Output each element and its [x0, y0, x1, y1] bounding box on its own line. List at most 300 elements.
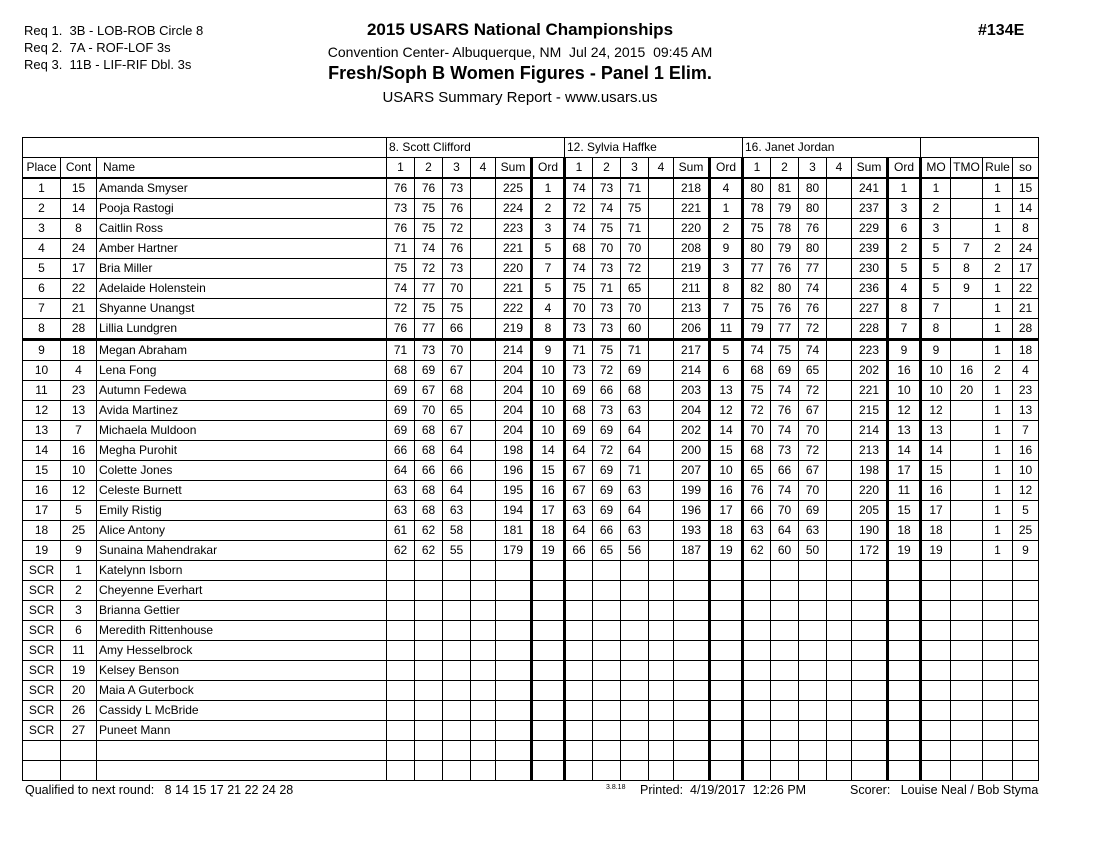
score-cell — [443, 641, 471, 661]
ord-cell: 14 — [888, 441, 921, 461]
score-cell — [593, 721, 621, 741]
score-cell — [674, 681, 710, 701]
score-cell — [387, 561, 415, 581]
score-cell: 73 — [443, 259, 471, 279]
cont-cell: 28 — [61, 319, 97, 340]
stat-cell: 7 — [1013, 421, 1039, 441]
score-cell: 77 — [743, 259, 771, 279]
score-cell: 214 — [852, 421, 888, 441]
score-cell: 220 — [674, 219, 710, 239]
score-cell — [593, 601, 621, 621]
score-cell — [565, 561, 593, 581]
score-cell — [827, 340, 852, 361]
name-cell: Katelynn Isborn — [97, 561, 387, 581]
ord-cell — [532, 741, 565, 761]
score-cell — [852, 601, 888, 621]
score-cell: 80 — [799, 199, 827, 219]
ord-cell — [532, 641, 565, 661]
name-cell: Sunaina Mahendrakar — [97, 541, 387, 561]
score-cell — [649, 621, 674, 641]
stat-cell: 1 — [983, 481, 1013, 501]
score-cell — [621, 561, 649, 581]
stat-cell: 1 — [983, 319, 1013, 340]
ord-cell — [710, 561, 743, 581]
result-row — [23, 381, 1039, 401]
score-cell: 71 — [621, 219, 649, 239]
score-cell — [649, 481, 674, 501]
result-row — [23, 199, 1039, 219]
stat-cell: 9 — [921, 340, 951, 361]
score-cell — [649, 661, 674, 681]
score-cell — [593, 641, 621, 661]
score-cell — [471, 199, 496, 219]
score-cell: 204 — [496, 361, 532, 381]
score-cell: 72 — [799, 319, 827, 340]
name-cell: Cassidy L McBride — [97, 701, 387, 721]
score-cell — [827, 259, 852, 279]
score-cell — [593, 621, 621, 641]
cont-cell: 19 — [61, 661, 97, 681]
score-cell: 70 — [771, 501, 799, 521]
score-cell — [827, 701, 852, 721]
score-cell: 75 — [565, 279, 593, 299]
score-cell: 72 — [565, 199, 593, 219]
score-cell: 55 — [443, 541, 471, 561]
ord-cell: 6 — [710, 361, 743, 381]
score-cell: 74 — [799, 279, 827, 299]
report-subtitle: USARS Summary Report - www.usars.us — [382, 89, 658, 106]
stat-cell: 1 — [983, 421, 1013, 441]
ord-cell: 10 — [532, 401, 565, 421]
cont-cell: 2 — [61, 581, 97, 601]
cont-cell: 26 — [61, 701, 97, 721]
score-cell: 66 — [565, 541, 593, 561]
ord-cell: 2 — [710, 219, 743, 239]
score-cell — [649, 219, 674, 239]
score-cell — [649, 601, 674, 621]
score-cell — [827, 581, 852, 601]
score-cell — [649, 239, 674, 259]
score-cell — [771, 661, 799, 681]
event-number: #134E — [978, 22, 1025, 39]
results-table-body — [23, 178, 1039, 781]
stat-cell — [951, 521, 983, 541]
score-cell — [593, 681, 621, 701]
stat-cell — [983, 761, 1013, 781]
score-cell — [471, 421, 496, 441]
ord-cell — [710, 661, 743, 681]
stat-cell — [951, 441, 983, 461]
stat-cell — [983, 561, 1013, 581]
stat-cell: 1 — [983, 199, 1013, 219]
score-cell — [471, 441, 496, 461]
ord-cell — [710, 641, 743, 661]
cont-cell: 16 — [61, 441, 97, 461]
place-cell: 13 — [23, 421, 61, 441]
cont-cell: 17 — [61, 259, 97, 279]
score-cell: 75 — [387, 259, 415, 279]
score-cell — [471, 641, 496, 661]
score-cell — [621, 741, 649, 761]
ord-cell — [532, 721, 565, 741]
stat-cell: 10 — [1013, 461, 1039, 481]
score-cell — [593, 701, 621, 721]
score-cell — [565, 641, 593, 661]
score-cell — [827, 299, 852, 319]
result-row — [23, 319, 1039, 340]
stat-cell: 8 — [1013, 219, 1039, 239]
score-cell: 63 — [565, 501, 593, 521]
score-cell: 74 — [387, 279, 415, 299]
score-cell: 241 — [852, 178, 888, 199]
score-cell: 71 — [387, 239, 415, 259]
ord-cell: 18 — [888, 521, 921, 541]
score-cell: 82 — [743, 279, 771, 299]
score-cell — [827, 521, 852, 541]
score-cell: 219 — [674, 259, 710, 279]
score-cell: 198 — [496, 441, 532, 461]
score-cell: 220 — [496, 259, 532, 279]
result-row — [23, 521, 1039, 541]
ord-cell — [710, 721, 743, 741]
cont-cell: 8 — [61, 219, 97, 239]
score-cell: 204 — [496, 401, 532, 421]
ord-cell — [710, 621, 743, 641]
ord-cell — [710, 601, 743, 621]
stat-cell: 25 — [1013, 521, 1039, 541]
score-cell — [496, 601, 532, 621]
stat-cell: 10 — [921, 381, 951, 401]
score-cell: 69 — [593, 501, 621, 521]
stat-cell — [1013, 561, 1039, 581]
stat-cell — [1013, 621, 1039, 641]
ord-cell — [888, 561, 921, 581]
score-cell: 79 — [743, 319, 771, 340]
score-cell — [471, 701, 496, 721]
score-cell: 64 — [621, 501, 649, 521]
stat-cell — [951, 681, 983, 701]
result-row — [23, 741, 1039, 761]
score-cell: 74 — [771, 381, 799, 401]
score-cell — [496, 741, 532, 761]
place-cell: 5 — [23, 259, 61, 279]
result-row — [23, 361, 1039, 381]
cont-cell — [61, 761, 97, 781]
score-cell: 71 — [387, 340, 415, 361]
ord-cell — [888, 681, 921, 701]
ord-cell: 4 — [710, 178, 743, 199]
score-cell — [827, 741, 852, 761]
score-cell — [649, 319, 674, 340]
score-cell: 63 — [621, 481, 649, 501]
place-cell: 4 — [23, 239, 61, 259]
score-cell: 196 — [496, 461, 532, 481]
score-cell: 80 — [799, 178, 827, 199]
cont-cell: 13 — [61, 401, 97, 421]
ord-cell — [710, 761, 743, 781]
ord-cell — [710, 741, 743, 761]
name-cell: Alice Antony — [97, 521, 387, 541]
score-cell: 64 — [565, 521, 593, 541]
stat-cell — [983, 641, 1013, 661]
score-cell: 221 — [852, 381, 888, 401]
ord-cell — [888, 641, 921, 661]
score-cell: 73 — [593, 178, 621, 199]
score-cell — [827, 219, 852, 239]
score-cell: 68 — [415, 481, 443, 501]
score-cell: 72 — [799, 381, 827, 401]
score-cell: 69 — [565, 381, 593, 401]
score-cell: 68 — [387, 361, 415, 381]
judge-name-1: 8. Scott Clifford — [387, 138, 565, 158]
judge-name-2: 12. Sylvia Haffke — [565, 138, 743, 158]
ord-cell — [888, 661, 921, 681]
score-cell — [827, 601, 852, 621]
score-cell: 73 — [593, 319, 621, 340]
score-cell — [827, 681, 852, 701]
stat-cell — [983, 581, 1013, 601]
stat-cell — [951, 421, 983, 441]
score-cell — [827, 199, 852, 219]
result-row — [23, 239, 1039, 259]
stat-cell — [951, 319, 983, 340]
ord-cell — [710, 681, 743, 701]
score-cell — [649, 541, 674, 561]
cont-cell: 12 — [61, 481, 97, 501]
place-cell: 15 — [23, 461, 61, 481]
place-cell: 17 — [23, 501, 61, 521]
score-cell — [649, 421, 674, 441]
ord-cell: 10 — [532, 361, 565, 381]
stat-cell — [1013, 761, 1039, 781]
score-cell: 64 — [443, 481, 471, 501]
score-cell — [471, 461, 496, 481]
score-cell: 227 — [852, 299, 888, 319]
score-cell: 50 — [799, 541, 827, 561]
score-cell: 73 — [565, 361, 593, 381]
score-cell — [827, 401, 852, 421]
score-cell — [771, 701, 799, 721]
ord-cell: 4 — [532, 299, 565, 319]
score-cell — [387, 581, 415, 601]
score-cell: 67 — [443, 421, 471, 441]
ord-cell — [888, 701, 921, 721]
score-cell: 76 — [415, 178, 443, 199]
score-cell: 56 — [621, 541, 649, 561]
score-cell — [496, 621, 532, 641]
stat-cell — [983, 721, 1013, 741]
score-cell: 64 — [443, 441, 471, 461]
score-cell — [496, 681, 532, 701]
score-cell — [593, 581, 621, 601]
ord-cell — [888, 721, 921, 741]
score-cell: 214 — [674, 361, 710, 381]
score-cell: 69 — [387, 401, 415, 421]
score-cell: 199 — [674, 481, 710, 501]
ord-cell: 10 — [710, 461, 743, 481]
name-cell: Autumn Fedewa — [97, 381, 387, 401]
venue-line: Convention Center- Albuquerque, NM Jul 24, 2015 09:45 AM — [327, 44, 713, 60]
score-cell: 75 — [593, 340, 621, 361]
cont-cell: 10 — [61, 461, 97, 481]
score-cell — [649, 441, 674, 461]
requirement-line-1: Req 1. 3B - LOB-ROB Circle 8 — [24, 23, 204, 38]
stat-cell: 2 — [983, 259, 1013, 279]
score-cell — [443, 681, 471, 701]
stat-cell: 8 — [951, 259, 983, 279]
stat-cell: 24 — [1013, 239, 1039, 259]
score-cell: 198 — [852, 461, 888, 481]
stat-cell: 9 — [951, 279, 983, 299]
score-cell: 70 — [443, 340, 471, 361]
stat-cell: 8 — [921, 319, 951, 340]
stat-cell — [921, 741, 951, 761]
ord-cell: 5 — [532, 279, 565, 299]
score-cell: 79 — [771, 239, 799, 259]
score-cell — [471, 361, 496, 381]
result-row — [23, 641, 1039, 661]
score-cell — [496, 581, 532, 601]
score-cell — [387, 761, 415, 781]
place-cell: 11 — [23, 381, 61, 401]
stat-cell — [921, 661, 951, 681]
score-cell — [443, 621, 471, 641]
score-cell — [743, 661, 771, 681]
score-cell: 64 — [565, 441, 593, 461]
ord-cell: 14 — [532, 441, 565, 461]
score-cell: 76 — [387, 219, 415, 239]
stat-cell — [951, 701, 983, 721]
score-cell: 76 — [771, 259, 799, 279]
place-cell: SCR — [23, 601, 61, 621]
stat-cell — [921, 701, 951, 721]
score-cell — [621, 701, 649, 721]
judge-name-3: 16. Janet Jordan — [743, 138, 921, 158]
stat-cell: 1 — [983, 441, 1013, 461]
score-cell: 215 — [852, 401, 888, 421]
score-cell: 217 — [674, 340, 710, 361]
score-cell: 72 — [415, 259, 443, 279]
ord-cell: 8 — [888, 299, 921, 319]
score-cell: 71 — [621, 461, 649, 481]
ord-cell — [888, 761, 921, 781]
score-cell: 65 — [621, 279, 649, 299]
ord-cell — [532, 581, 565, 601]
ord-cell: 1 — [888, 178, 921, 199]
score-cell: 73 — [593, 299, 621, 319]
score-cell — [649, 561, 674, 581]
score-cell — [827, 441, 852, 461]
score-cell — [443, 661, 471, 681]
score-cell: 202 — [674, 421, 710, 441]
score-cell — [471, 601, 496, 621]
stat-cell: 2 — [983, 239, 1013, 259]
score-cell: 58 — [443, 521, 471, 541]
score-cell: 70 — [799, 481, 827, 501]
score-cell: 66 — [387, 441, 415, 461]
score-cell: 218 — [674, 178, 710, 199]
stat-cell: 19 — [921, 541, 951, 561]
result-row — [23, 661, 1039, 681]
score-cell: 77 — [415, 319, 443, 340]
cont-cell: 1 — [61, 561, 97, 581]
score-cell — [743, 701, 771, 721]
ord-cell: 18 — [710, 521, 743, 541]
ord-cell: 9 — [710, 239, 743, 259]
score-cell — [799, 661, 827, 681]
score-cell — [827, 239, 852, 259]
score-cell: 68 — [565, 401, 593, 421]
score-cell: 66 — [593, 521, 621, 541]
stat-cell — [983, 681, 1013, 701]
name-cell: Bria Miller — [97, 259, 387, 279]
score-cell — [415, 621, 443, 641]
score-cell: 71 — [621, 178, 649, 199]
result-row — [23, 761, 1039, 781]
score-cell — [649, 721, 674, 741]
ord-cell: 7 — [888, 319, 921, 340]
score-cell — [415, 721, 443, 741]
score-cell: 69 — [593, 421, 621, 441]
stat-cell — [951, 641, 983, 661]
column-header-j1-1: 1 — [387, 158, 415, 179]
score-cell — [674, 601, 710, 621]
score-cell — [674, 741, 710, 761]
stat-cell — [951, 401, 983, 421]
score-cell: 69 — [621, 361, 649, 381]
ord-cell: 16 — [532, 481, 565, 501]
score-cell — [799, 641, 827, 661]
score-cell: 68 — [743, 441, 771, 461]
score-cell: 211 — [674, 279, 710, 299]
stat-cell: 7 — [951, 239, 983, 259]
score-cell — [387, 621, 415, 641]
column-header-j2-4: 4 — [649, 158, 674, 179]
judge-header-row — [23, 138, 1039, 158]
score-cell: 67 — [443, 361, 471, 381]
stat-cell — [951, 541, 983, 561]
score-cell — [852, 701, 888, 721]
score-cell — [743, 581, 771, 601]
score-cell — [771, 601, 799, 621]
score-cell: 69 — [799, 501, 827, 521]
score-cell: 65 — [443, 401, 471, 421]
score-cell: 73 — [415, 340, 443, 361]
stat-cell: 20 — [951, 381, 983, 401]
score-cell — [565, 621, 593, 641]
stat-cell: 22 — [1013, 279, 1039, 299]
score-cell — [565, 681, 593, 701]
stat-cell — [951, 721, 983, 741]
place-cell: SCR — [23, 561, 61, 581]
ord-cell: 9 — [532, 340, 565, 361]
score-cell — [593, 761, 621, 781]
score-cell — [621, 761, 649, 781]
score-cell: 64 — [621, 441, 649, 461]
score-cell: 63 — [387, 501, 415, 521]
name-cell: Shyanne Unangst — [97, 299, 387, 319]
score-cell: 74 — [565, 219, 593, 239]
score-cell: 65 — [593, 541, 621, 561]
stat-cell — [951, 501, 983, 521]
stat-cell: 12 — [921, 401, 951, 421]
cont-cell: 27 — [61, 721, 97, 741]
stat-cell — [1013, 601, 1039, 621]
score-cell: 68 — [743, 361, 771, 381]
stat-cell: 7 — [921, 299, 951, 319]
stat-cell — [951, 340, 983, 361]
requirement-line-2: Req 2. 7A - ROF-LOF 3s — [24, 40, 171, 55]
